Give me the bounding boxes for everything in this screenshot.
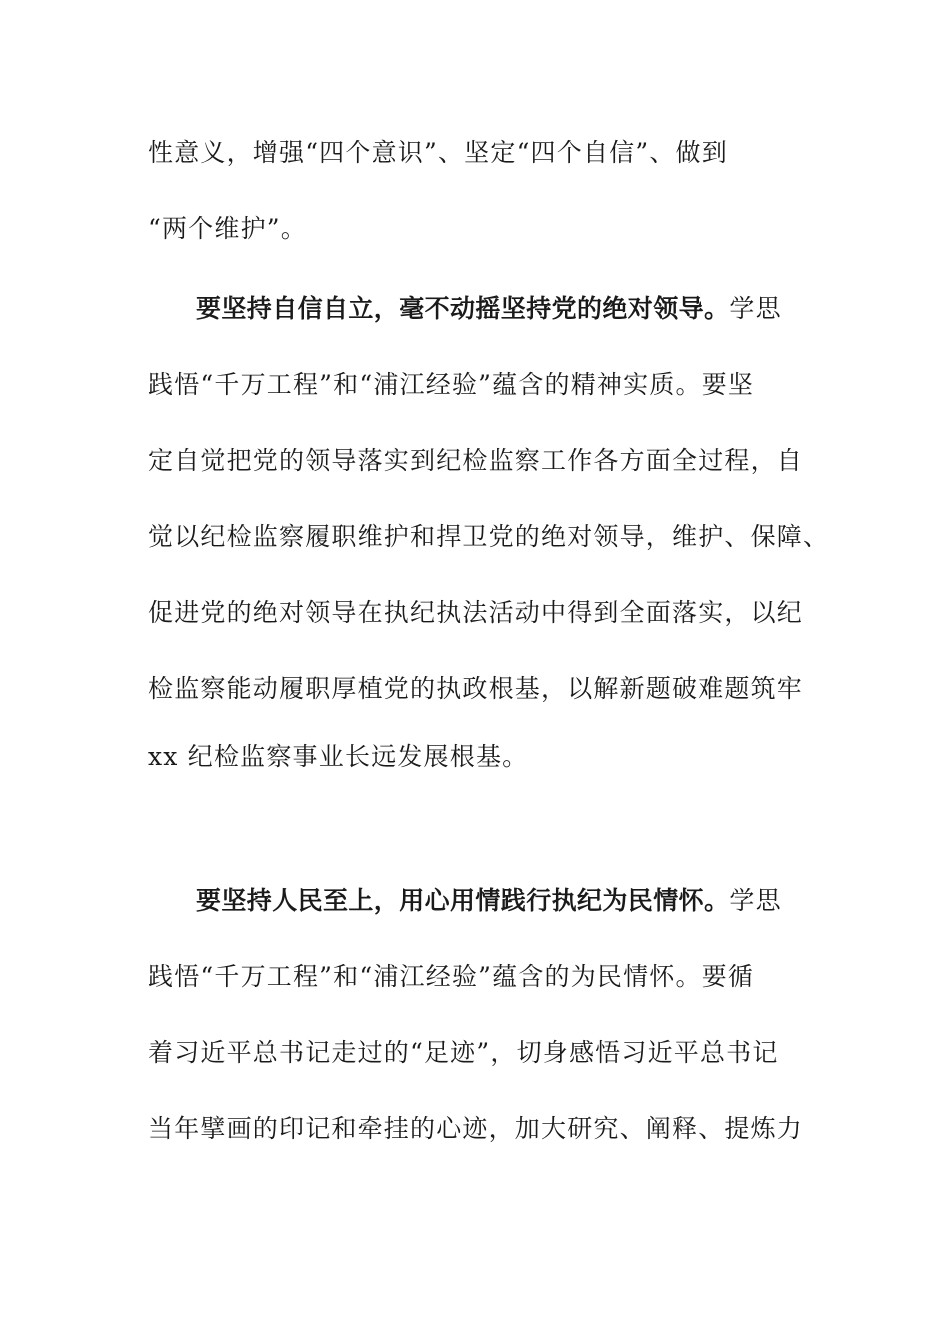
paragraph-3-line-3: 着习近平总书记走过的“足迹”，切身感悟习近平总书记 — [148, 1038, 779, 1067]
paragraph-3-line-1 — [196, 884, 782, 918]
paragraph-2-line-5: 促进党的绝对领导在执纪执法活动中得到全面落实，以纪 — [148, 598, 804, 627]
paragraph-1-line-2: “两个维护”。 — [148, 214, 307, 243]
paragraph-2-lead: 要坚持自信自立，毫不动摇坚持党的绝对领导。 — [196, 294, 730, 323]
paragraph-3-line-4: 当年擘画的印记和牵挂的心迹，加大研究、阐释、提炼力 — [148, 1114, 804, 1143]
paragraph-3-lead: 要坚持人民至上，用心用情践行执纪为民情怀。 — [196, 886, 730, 915]
paragraph-2-line-2: 践悟“千万工程”和“浦江经验”蕴含的精神实质。要坚 — [148, 370, 755, 399]
paragraph-1-line-1: 性意义，增强“四个意识”、坚定“四个自信”、做到 — [148, 138, 728, 167]
paragraph-2-line-3: 定自觉把党的领导落实到纪检监察工作各方面全过程，自 — [148, 446, 804, 475]
paragraph-3-line-2: 践悟“千万工程”和“浦江经验”蕴含的为民情怀。要循 — [148, 962, 755, 991]
paragraph-2-line-6: 检监察能动履职厚植党的执政根基，以解新题破难题筑牢 — [148, 674, 804, 703]
paragraph-3-lead-rest: 学思 — [729, 886, 782, 915]
paragraph-2-line-1 — [196, 292, 782, 326]
paragraph-2-line-7: xx 纪检监察事业长远发展根基。 — [148, 742, 529, 771]
paragraph-2-lead-rest: 学思 — [729, 294, 782, 323]
paragraph-2-line-4: 觉以纪检监察履职维护和捍卫党的绝对领导，维护、保障、 — [148, 522, 830, 551]
